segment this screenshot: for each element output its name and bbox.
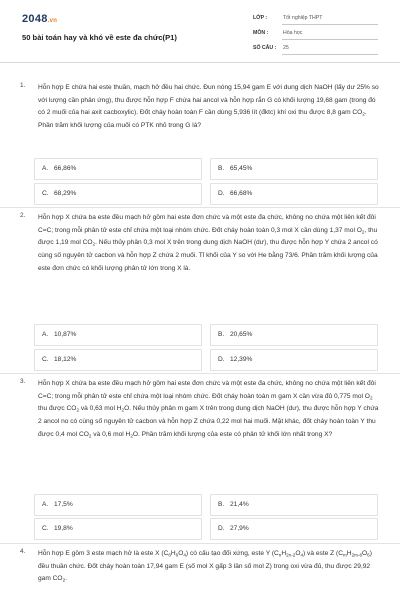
question-number: 4.: [20, 548, 26, 555]
meta-count-value: 25: [283, 45, 289, 51]
header-divider: [0, 62, 400, 63]
page-header: [0, 0, 400, 62]
question-separator: [0, 207, 400, 208]
document-title: 50 bài toán hay và khó về este đa chức(P1): [22, 33, 177, 42]
meta-class-value: Tốt nghiệp THPT: [283, 15, 323, 21]
question-text: Hỗn hợp E chứa hai este thuần, mạch hở đều hai chức. Đun nóng 15,94 gam E với dung dịch NaOH (lấy dư 25% so với lượng cần phản ứng), thu được hỗn hợp F chứa hai ancol và hỗn hợp rắn G có khối lượng 19,68 gam (trong đó có 2 muối của hai axit cacboxylic). Đốt cháy hoàn toàn F cần dùng 5,936 lít (đktc) khí oxi thu được 8,8 gam $CO_2$. Phần trăm khối lượng của muối có PTK nhỏ trong G là?: [38, 84, 379, 130]
question-number: 3.: [20, 378, 26, 385]
meta-subject-label: MÔN :: [253, 30, 269, 36]
meta-class-label: LỚP :: [253, 15, 268, 21]
meta-subject-value: Hóa học: [283, 30, 303, 36]
question-number: 2.: [20, 212, 26, 219]
question-text: Hỗn hợp X chứa ba este đều mạch hở gồm hai este đơn chức và một este đa chức, không no chứa một liên kết đôi C=C; trong mỗi phân tử este chỉ chứa một loại nhóm chức. Đốt cháy hoàn toàn m gam X cần vừa đủ 0,775 mol $O_2$ thu được $CO_2$ và 0,63 mol $H_2O$. Nếu thủy phân m gam X trên trong dung dịch NaOH (dư), thu được hỗn hợp Y chứa 2 ancol no có cùng số nguyên tử cacbon và hỗn hợp Z chứa 0,22 mol hai muối. Mặt khác, đốt cháy hoàn toàn Y thu được 0,4 mol $CO_2$ và 0,6 mol $H_2O$. Phần trăm khối lượng của este có phân tử khối lớn nhất trong X?: [38, 380, 379, 439]
site-logo[interactable]: 2048.vn: [22, 13, 58, 25]
question-number: 1.: [20, 82, 26, 89]
question-separator: [0, 373, 400, 374]
question-text: Hỗn hợp E gồm 3 este mạch hở là este X $(C_6H_6O_4)$ có cấu tạo đối xứng, este Y $(C_nH_{2n-2}O_4)$ và este Z $(C_mH_{2m-6}O_6)$ đều thuần chức. Đốt cháy hoàn toàn 17,94 gam E (số mol X gấp 3 lần số mol Z) trong oxi vừa đủ, thu được 29,92 gam $CO_2$.: [38, 550, 372, 583]
question-separator: [0, 543, 400, 544]
question-text: Hỗn hợp X chứa ba este đều mạch hở gồm hai este đơn chức và một este đa chức, không no chứa một liên kết đôi C=C; trong mỗi phân tử este chỉ chứa một loại nhóm chức. Đốt cháy hoàn toàn 0,3 mol X cần dùng 1,37 mol $O_2$, thu được 1,19 mol $CO_2$. Nếu thủy phân 0,3 mol X trên trong dung dịch NaOH (dư), thu được hỗn hợp Y chứa 2 ancol có cùng số nguyên tử cacbon và hỗn hợp Z chứa 2 muối. Tỉ khối của Y so với He bằng 73/6. Phần trăm khối lượng của este đơn chức có khối lượng phân tử lớn trong X là.: [38, 214, 378, 272]
meta-count-label: SỐ CÂU :: [253, 45, 277, 51]
